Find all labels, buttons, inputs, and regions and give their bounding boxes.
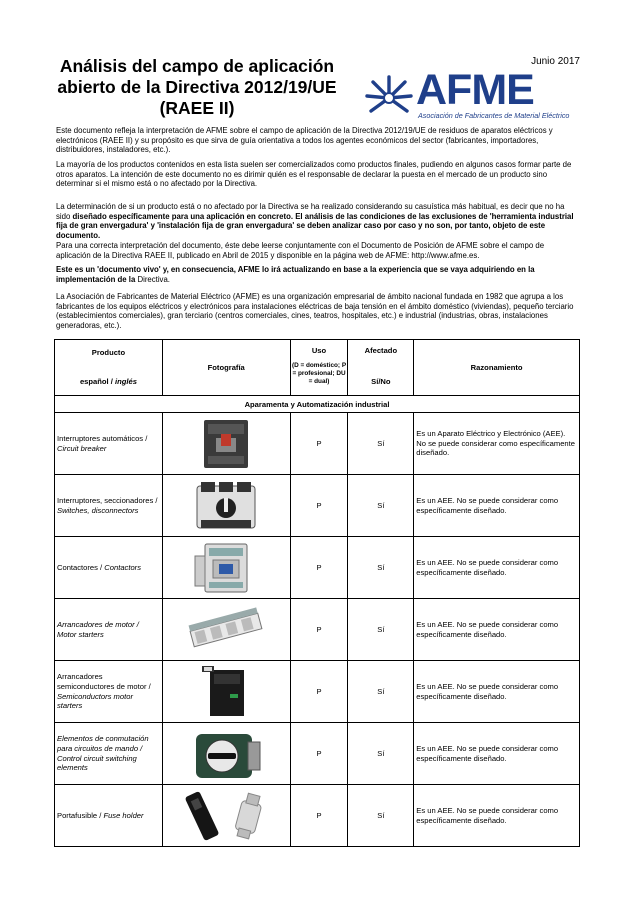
motor-starter-photo-image: [181, 602, 271, 658]
product-use: P: [290, 661, 348, 723]
table-header-row: [55, 340, 580, 396]
header-product-es: español /: [79, 377, 115, 386]
product-photo: [162, 537, 290, 599]
product-name-es: Elementos de conmutación para circuitos de mando /: [57, 734, 149, 753]
header-use-label: Uso: [311, 346, 327, 355]
product-affected: Sí: [348, 537, 414, 599]
header-product-sub: [55, 377, 162, 386]
product-affected: Sí: [348, 475, 414, 537]
living-document-bold: Este es un 'documento vivo' y, en consecuencia, AFME lo irá actualizando en base a la experiencia que se vaya adquiriendo en la implementación de la: [56, 265, 535, 284]
product-name: [55, 723, 163, 785]
product-affected: Sí: [348, 723, 414, 785]
header-reasoning: Razonamiento: [414, 340, 580, 396]
product-name-en: Semiconductors motor starters: [57, 691, 133, 711]
product-name-en: Contactors: [104, 562, 142, 572]
control-switch-photo-image: [186, 726, 266, 782]
living-document-paragraph: [56, 265, 580, 284]
product-photo: [162, 661, 290, 723]
table-row-6: [55, 723, 580, 785]
intro-paragraph: Este documento refleja la interpretación de AFME sobre el campo de aplicación de la Directiva 2012/19/UE de residuos de aparatos eléctricos y electrónicos (RAEE II) y su propósito es que sirva de guía orientativa a todos los agentes económicos del sector (fabricantes, importadores, distribuidores, instaladores, etc.).: [56, 126, 553, 155]
product-name-en: Fuse holder: [103, 810, 144, 820]
product-name-es: Interruptores, seccionadores /: [57, 495, 158, 505]
product-photo: [162, 475, 290, 537]
header-product-label: Producto: [91, 348, 126, 357]
fuse-holder-photo-image: [176, 788, 276, 844]
product-use: P: [290, 599, 348, 661]
table-row-7: [55, 785, 580, 847]
section-row: [55, 396, 580, 413]
product-reasoning: Es un AEE. No se puede considerar como específicamente diseñado.: [414, 599, 580, 661]
header-photo: Fotografía: [162, 340, 290, 396]
product-reasoning: Es un AEE. No se puede considerar como específicamente diseñado.: [414, 475, 580, 537]
table-row-1: [55, 413, 580, 475]
determination-text: La determinación de si un producto está o no afectado por la Directiva se ha realizado considerando su casuística más habitual, es decir que no ha sido: [56, 202, 565, 221]
product-name-en: Motor starters: [57, 629, 104, 639]
product-name-es: Arrancadores de motor /: [57, 619, 139, 629]
motor-starter-photo: [163, 599, 290, 660]
afme-logo: [362, 66, 574, 120]
product-affected: Sí: [348, 661, 414, 723]
soft-starter-photo-image: [196, 664, 256, 720]
header-affected: [348, 340, 414, 396]
document-title: Análisis del campo de aplicación abierto de la Directiva 2012/19/UE (RAEE II): [57, 56, 337, 118]
reference-paragraph: Para una correcta interpretación del documento, éste debe leerse conjuntamente con el Documento de Posición de AFME sobre el campo de aplicación de la Directiva RAEE II, publicado en Abril de 2015 y disponible en la página web de AFME: http://www.afme.es.: [56, 241, 545, 260]
product-name: [55, 537, 163, 599]
header-product-en: inglés: [114, 377, 137, 386]
header-affected-label: Afectado: [364, 346, 398, 355]
logo-wordmark: AFME: [416, 66, 534, 114]
product-name-es: Arrancadores semiconductores de motor /: [57, 672, 151, 691]
product-photo: [162, 599, 290, 661]
products-table: [54, 339, 580, 847]
section-title: Aparamenta y Automatización industrial: [55, 396, 580, 413]
product-name-en: Switches, disconnectors: [57, 505, 139, 515]
product-photo: [162, 723, 290, 785]
living-document-end: Directiva.: [135, 274, 170, 284]
determination-paragraph: [56, 202, 580, 240]
product-reasoning: Es un AEE. No se puede considerar como específicamente diseñado.: [414, 537, 580, 599]
product-name-es: Contactores /: [57, 562, 105, 572]
product-name-en: Control circuit switching elements: [57, 753, 137, 773]
logo-subtitle: Asociación de Fabricantes de Material Eléctrico: [418, 111, 570, 120]
product-reasoning: Es un AEE. No se puede considerar como específicamente diseñado.: [414, 785, 580, 847]
header-use-legend: (D = doméstico; P = profesional; DU = dual): [291, 362, 347, 385]
table-body: [55, 413, 580, 847]
circuit-breaker-photo-image: [196, 416, 256, 472]
contactor-photo-image: [191, 540, 261, 596]
product-use: P: [290, 475, 348, 537]
table-row-3: [55, 537, 580, 599]
product-affected: Sí: [348, 413, 414, 475]
control-switch-photo: [163, 723, 290, 784]
product-name-en: Circuit breaker: [57, 443, 107, 453]
product-use: P: [290, 785, 348, 847]
product-name-es: Portafusible /: [57, 810, 104, 820]
header-affected-sub: Sí/No: [371, 377, 391, 386]
table-row-4: [55, 599, 580, 661]
product-name: [55, 599, 163, 661]
soft-starter-photo: [163, 661, 290, 722]
product-reasoning: Es un AEE. No se puede considerar como específicamente diseñado.: [414, 723, 580, 785]
product-name: [55, 475, 163, 537]
determination-bold-text: diseñado específicamente para una aplicación en concreto. El análisis de las condiciones de las exclusiones de 'herramienta industrial fija de gran envergadura' y 'instalación fija de gran envergadura' se deben analizar caso por caso y no son, por tanto, objeto de este documento.: [56, 211, 574, 240]
afme-star-icon: [362, 74, 416, 120]
product-photo: [162, 413, 290, 475]
about-afme-paragraph: La Asociación de Fabricantes de Material Eléctrico (AFME) es una organización empresarial de ámbito nacional fundada en 1982 que agrupa a los fabricantes de los equipos eléctricos y electrónicos para instalaciones eléctricas de baja tensión en el ámbito doméstico (viviendas), pequeño terciario (establecimientos comerciales), gran terciario (centros comerciales, cines, teatros, hospitales, etc.) e industrial (industrias, obras, instalaciones generadoras, etc.).: [56, 292, 574, 330]
circuit-breaker-photo: [163, 413, 290, 474]
table-row-5: [55, 661, 580, 723]
product-name-es: Interruptores automáticos /: [57, 433, 148, 443]
switch-disconnector-photo-image: [191, 478, 261, 534]
header-use: [290, 340, 348, 396]
header-product: [55, 340, 163, 396]
product-use: P: [290, 413, 348, 475]
product-name: [55, 413, 163, 475]
product-affected: Sí: [348, 785, 414, 847]
switch-disconnector-photo: [163, 475, 290, 536]
fuse-holder-photo: [163, 785, 290, 846]
table-row-2: [55, 475, 580, 537]
scope-paragraph: La mayoría de los productos contenidos en esta lista suelen ser comercializados como productos finales, pudiendo en algunos casos formar parte de otros aparatos. La intención de este documento no es dirimir quién es el responsable de declarar la puesta en el mercado de un producto sino determinar si el mismo está o no afectado por la Directiva.: [56, 160, 572, 189]
product-affected: Sí: [348, 599, 414, 661]
product-use: P: [290, 537, 348, 599]
product-photo: [162, 785, 290, 847]
product-name: [55, 661, 163, 723]
document-date: Junio 2017: [531, 56, 580, 67]
product-name: [55, 785, 163, 847]
contactor-photo: [163, 537, 290, 598]
product-reasoning: Es un AEE. No se puede considerar como específicamente diseñado.: [414, 661, 580, 723]
product-reasoning: Es un Aparato Eléctrico y Electrónico (AEE). No se puede considerar como específicamente diseñado.: [414, 413, 580, 475]
product-use: P: [290, 723, 348, 785]
